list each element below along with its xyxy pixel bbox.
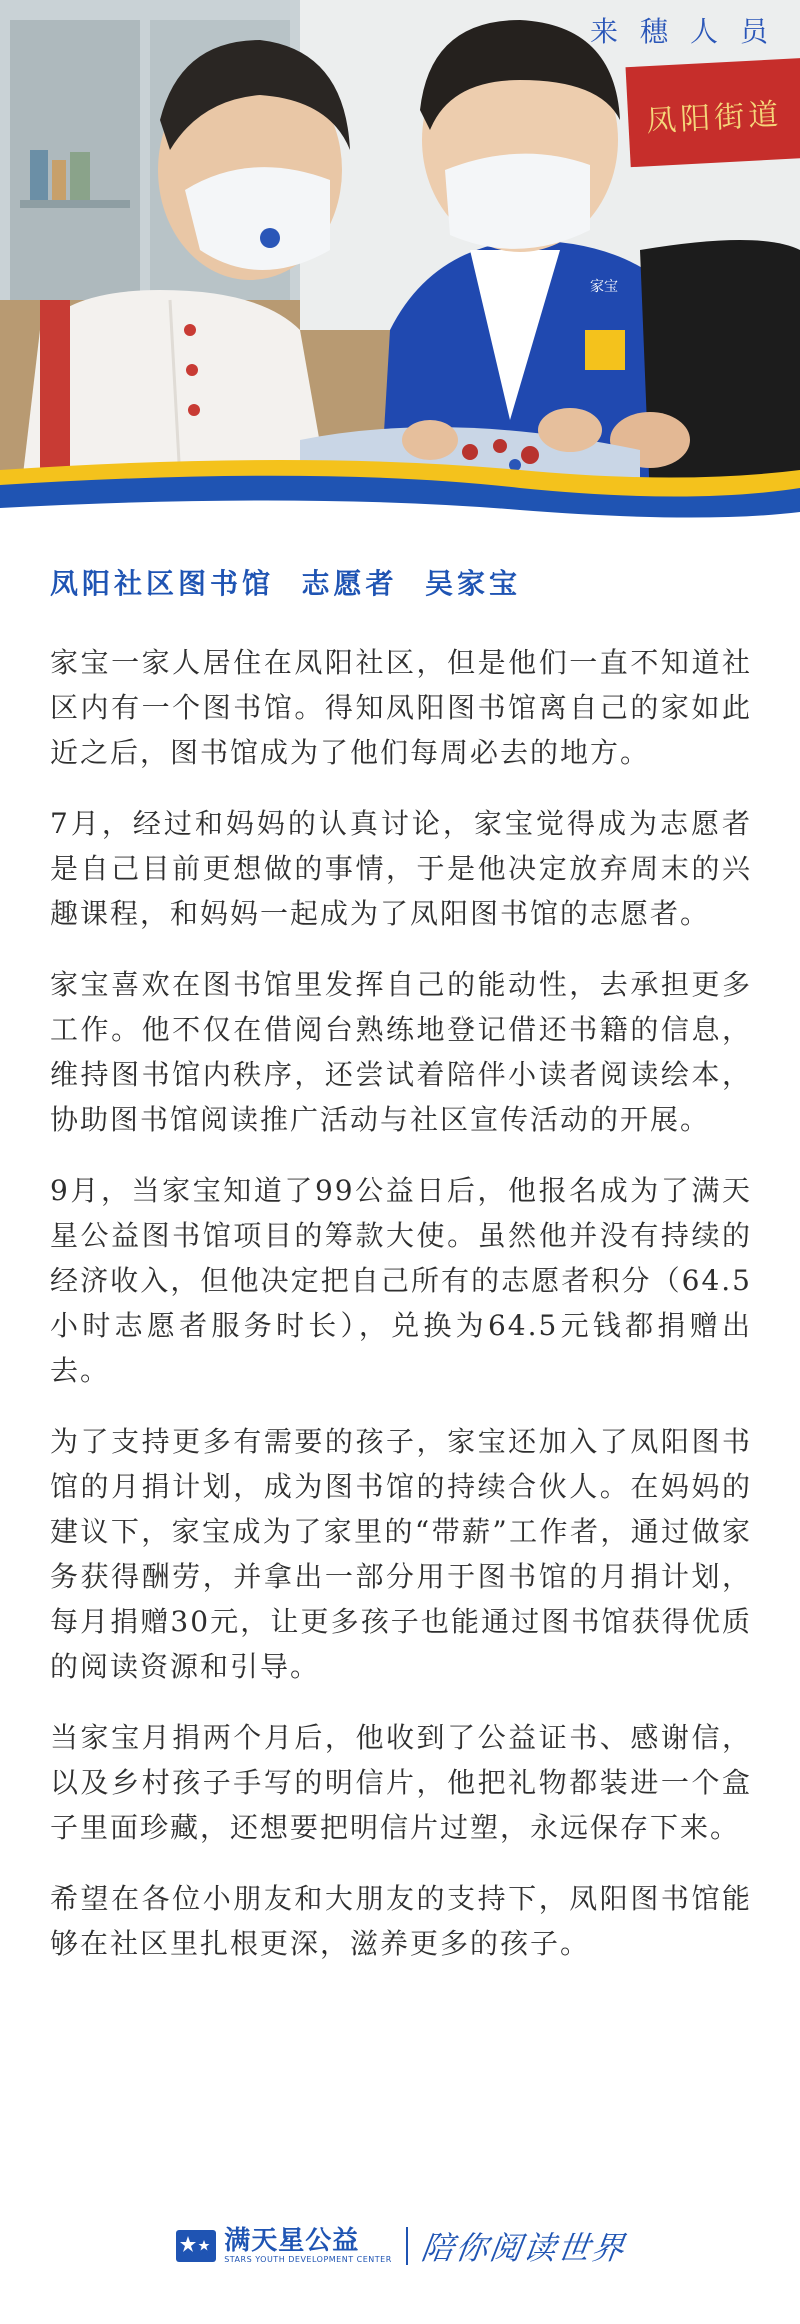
article-body <box>50 640 752 1992</box>
brand-name: 满天星公益 <box>224 2226 360 2256</box>
bunting-text: 来穗人员 <box>590 15 791 48</box>
paragraph-6: 当家宝月捐两个月后，他收到了公益证书、感谢信，以及乡村孩子手写的明信片，他把礼物都装进一个盒子里面珍藏，还想要把明信片过塑，永远保存下来。 <box>50 1721 752 1844</box>
banner-text: 凤阳街道 <box>645 97 784 140</box>
paragraph-4: 9月，当家宝知道了99公益日后，他报名成为了满天星公益图书馆项目的筹款大使。虽然他并没有持续的经济收入，但他决定把自己所有的志愿者积分（64.5小时志愿者服务时长），兑换为64.5元钱都捐赠出去。 <box>50 1174 752 1387</box>
brand-block <box>224 2227 392 2265</box>
paragraph-5: 为了支持更多有需要的孩子，家宝还加入了凤阳图书馆的月捐计划，成为图书馆的持续合伙人。在妈妈的建议下，家宝成为了家里的“带薪”工作者，通过做家务获得酬劳，并拿出一部分用于图书馆的月捐计划，每月捐赠30元，让更多孩子也能通过图书馆获得优质的阅读资源和引导。 <box>50 1425 752 1683</box>
footer-logo <box>0 2216 800 2276</box>
hero-photo <box>0 0 800 520</box>
brand-subtitle: STARS YOUTH DEVELOPMENT CENTER <box>224 2255 392 2264</box>
slogan: 陪你阅读世界 <box>418 2229 629 2267</box>
paragraph-2: 7月，经过和妈妈的认真讨论，家宝觉得成为志愿者是自己目前更想做的事情，于是他决定放弃周末的兴趣课程，和妈妈一起成为了凤阳图书馆的志愿者。 <box>50 807 752 930</box>
page-title: 凤阳社区图书馆 志愿者 吴家宝 <box>50 567 521 600</box>
paragraph-7: 希望在各位小朋友和大朋友的支持下，凤阳图书馆能够在社区里扎根更深，滋养更多的孩子。 <box>50 1882 752 1960</box>
stars-logo-icon <box>174 2226 218 2266</box>
vest-label: 家宝 <box>590 279 618 295</box>
red-banner <box>626 57 800 167</box>
paragraph-3: 家宝喜欢在图书馆里发挥自己的能动性，去承担更多工作。他不仅在借阅台熟练地登记借还书籍的信息，维持图书馆内秩序，还尝试着陪伴小读者阅读绘本，协助图书馆阅读推广活动与社区宣传活动的开展。 <box>50 968 752 1136</box>
paragraph-1: 家宝一家人居住在凤阳社区，但是他们一直不知道社区内有一个图书馆。得知凤阳图书馆离自己的家如此近之后，图书馆成为了他们每周必去的地方。 <box>50 646 752 769</box>
footer-divider <box>406 2227 408 2265</box>
